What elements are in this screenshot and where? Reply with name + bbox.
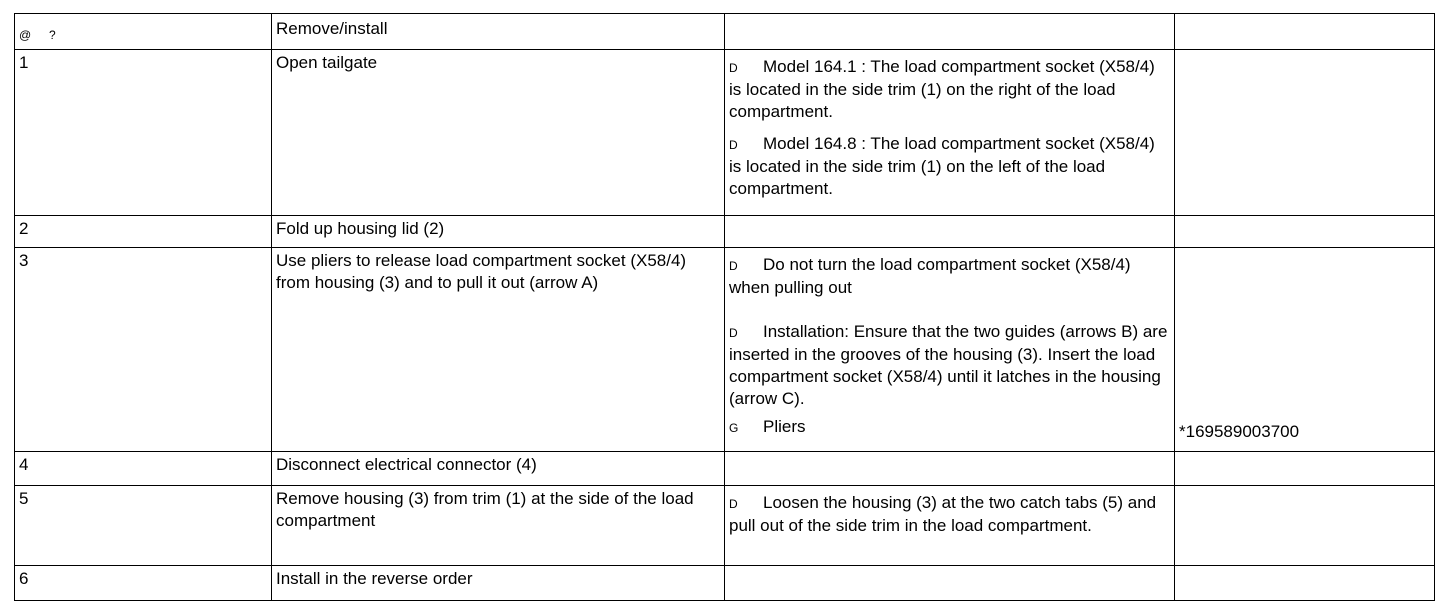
step-action: Open tailgate: [276, 53, 378, 72]
table-row: [15, 248, 1435, 452]
step-note: [729, 56, 1170, 123]
note-marker-icon: D: [729, 326, 738, 340]
table-row: [15, 50, 1435, 216]
note-text: Model 164.1 : The load compartment socket (X58/4) is located in the side trim (1) on the right of the load compartment.: [729, 57, 1155, 121]
step-action: Remove housing (3) from trim (1) at the side of the load compartment: [276, 489, 694, 530]
header-symbols-cell: [15, 14, 272, 50]
step-number: 3: [19, 251, 29, 270]
note-marker-icon: D: [729, 259, 738, 273]
step-action: Disconnect electrical connector (4): [276, 455, 537, 474]
table-row: [15, 486, 1435, 566]
header-title: Remove/install: [276, 19, 388, 38]
note-marker-icon: D: [729, 61, 738, 75]
symbol-at-icon: @: [19, 28, 32, 42]
step-number: 5: [19, 489, 29, 508]
header-empty-cell: [725, 14, 1175, 50]
note-text: Pliers: [763, 417, 806, 436]
step-action: Install in the reverse order: [276, 569, 473, 588]
step-number: 4: [19, 455, 29, 474]
note-marker-icon: G: [729, 421, 739, 435]
header-title-cell: [272, 14, 725, 50]
symbol-question-icon: ?: [49, 28, 56, 42]
step-number: 6: [19, 569, 29, 588]
step-note: [729, 492, 1170, 537]
step-note: [729, 321, 1170, 410]
step-action: Use pliers to release load compartment socket (X58/4) from housing (3) and to pull it out (arrow A): [276, 251, 687, 292]
note-text: Loosen the housing (3) at the two catch tabs (5) and pull out of the side trim in the load compartment.: [729, 493, 1157, 535]
step-note: [729, 133, 1170, 200]
note-marker-icon: D: [729, 497, 738, 511]
note-text: Do not turn the load compartment socket (X58/4) when pulling out: [729, 255, 1131, 297]
table-row: [15, 452, 1435, 486]
step-number: 1: [19, 53, 29, 72]
header-empty-cell: [1175, 14, 1435, 50]
table-row: [15, 216, 1435, 248]
procedure-table: [14, 13, 1435, 601]
step-note: [729, 416, 1170, 439]
table-row: [15, 566, 1435, 601]
tool-reference: *169589003700: [1179, 422, 1300, 441]
step-note: [729, 254, 1170, 299]
step-number: 2: [19, 219, 29, 238]
note-marker-icon: D: [729, 138, 738, 152]
table-row-header: [15, 14, 1435, 50]
note-text: Model 164.8 : The load compartment socket (X58/4) is located in the side trim (1) on the left of the load compartment.: [729, 134, 1155, 198]
note-text: Installation: Ensure that the two guides (arrows B) are inserted in the grooves of the housing (3). Insert the load compartment socket (X58/4) until it latches in the housing (arrow C).: [729, 322, 1168, 408]
step-action: Fold up housing lid (2): [276, 219, 445, 238]
